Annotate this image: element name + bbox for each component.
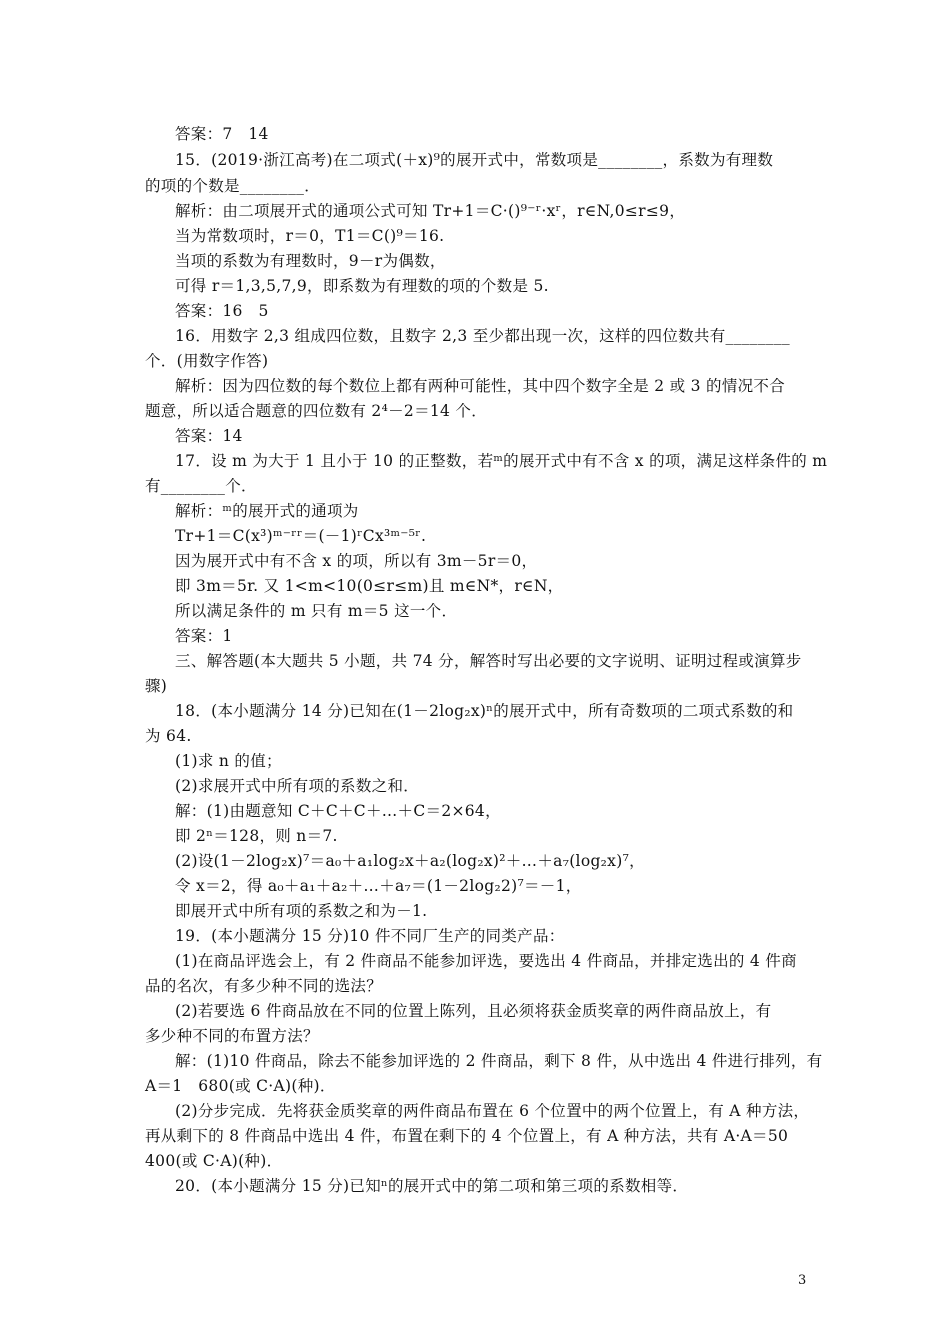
text-line: 因为展开式中有不含 x 的项，所以有 3m－5r＝0， [175,552,538,570]
text-line: 令 x＝2，得 a₀＋a₁＋a₂＋…＋a₇＝(1－2log₂2)⁷＝－1， [175,877,582,895]
text-line: 品的名次，有多少种不同的选法？ [145,977,383,995]
text-line: 题意，所以适合题意的四位数有 2⁴－2＝14 个． [145,402,488,420]
text-line: 17．设 m 为大于 1 且小于 10 的正整数，若ᵐ的展开式中有不含 x 的项，满足这样条件的 m [175,452,828,470]
text-line: 400(或 C·A)(种)． [145,1152,283,1170]
text-line: (2)求展开式中所有项的系数之和． [175,777,420,795]
text-line: A＝1 680(或 C·A)(种)． [145,1077,336,1095]
text-line: 解：(1)由题意知 C＋C＋C＋…＋C＝2×64， [175,802,501,820]
text-line: 所以满足条件的 m 只有 m＝5 这一个． [175,602,458,620]
text-line: 为 64. [145,727,192,745]
text-line: 即 2ⁿ＝128，则 n＝7. [175,827,338,845]
text-line: (1)在商品评选会上，有 2 件商品不能参加评选，要选出 4 件商品，并排定选出的 4 件商 [175,952,797,970]
text-line: 再从剩下的 8 件商品中选出 4 件，布置在剩下的 4 个位置上，有 A 种方法，共有 A·A＝50 [145,1127,789,1145]
text-line: 解析：ᵐ的展开式的通项为 [175,502,359,520]
text-line: 答案：16 5 [175,302,269,320]
text-line: 骤) [145,677,168,695]
text-line: 答案：1 [175,627,233,645]
text-line: 当项的系数为有理数时，9－r为偶数， [175,252,446,270]
text-line: 答案：7 14 [175,125,269,143]
text-line: 20．(本小题满分 15 分)已知ⁿ的展开式中的第二项和第三项的系数相等． [175,1177,689,1195]
page-number: 3 [798,1273,807,1288]
text-line: 即 3m＝5r. 又 1<m<10(0≤r≤m)且 m∈N*，r∈N， [175,577,564,595]
text-line: (1)求 n 的值； [175,752,282,770]
text-line: Tr+1＝C(x³)ᵐ⁻ʳʳ＝(－1)ʳCx³ᵐ⁻⁵ʳ. [175,527,427,545]
text-line: 三、解答题(本大题共 5 小题，共 74 分，解答时写出必要的文字说明、证明过程或演算步 [175,652,802,670]
text-line: 15．(2019·浙江高考)在二项式(＋x)⁹的展开式中，常数项是________，系数为有理数 [175,151,774,169]
text-line: 可得 r＝1,3,5,7,9，即系数为有理数的项的个数是 5. [175,277,549,295]
text-line: 即展开式中所有项的系数之和为－1. [175,902,428,920]
text-line: 当为常数项时，r＝0，T1＝C()⁹＝16. [175,227,445,245]
text-line: 个．(用数字作答) [145,352,269,370]
text-line: 有________个． [145,477,257,495]
text-line: 多少种不同的布置方法？ [145,1027,319,1045]
text-line: 19．(本小题满分 15 分)10 件不同厂生产的同类产品： [175,927,565,945]
text-line: 18．(本小题满分 14 分)已知在(1－2log₂x)ⁿ的展开式中，所有奇数项的二项式系数的和 [175,702,794,720]
text-line: 解：(1)10 件商品，除去不能参加评选的 2 件商品，剩下 8 件，从中选出 4 件进行排列，有 [175,1052,823,1070]
text-line: 16．用数字 2,3 组成四位数，且数字 2,3 至少都出现一次，这样的四位数共有________ [175,327,790,345]
text-line: 答案：14 [175,427,243,445]
text-line: 的项的个数是________． [145,177,321,195]
text-line: 解析：由二项展开式的通项公式可知 Tr+1＝C·()⁹⁻ʳ·xʳ，r∈N,0≤r≤9， [175,202,686,220]
text-line: (2)若要选 6 件商品放在不同的位置上陈列，且必须将获金质奖章的两件商品放上，有 [175,1002,772,1020]
text-line: (2)设(1－2log₂x)⁷＝a₀＋a₁log₂x＋a₂(log₂x)²＋…＋a₇(log₂x)⁷， [175,852,645,870]
text-line: (2)分步完成．先将获金质奖章的两件商品布置在 6 个位置中的两个位置上，有 A 种方法， [175,1102,810,1120]
text-line: 解析：因为四位数的每个数位上都有两种可能性，其中四个数字全是 2 或 3 的情况不合 [175,377,786,395]
